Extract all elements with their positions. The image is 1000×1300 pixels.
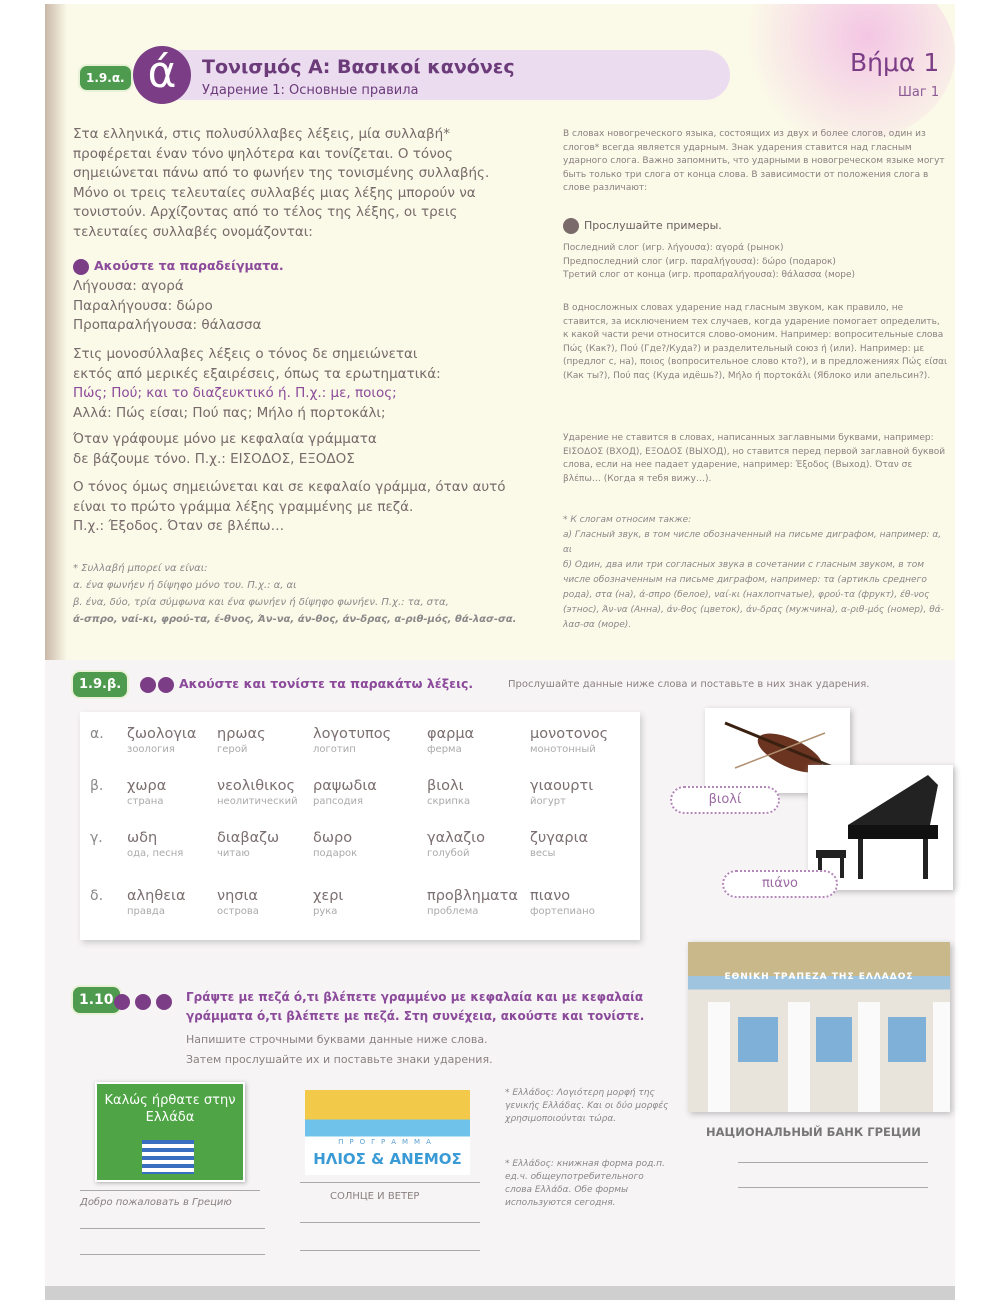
greek-word: γιαουρτι [530,778,594,794]
speaker-icon[interactable] [135,994,151,1010]
word-cell[interactable] [127,726,196,755]
word-cell[interactable] [313,830,357,859]
example-line: Последний слог (игр. λήγουσα): αγορά (рынок) [563,243,784,253]
greek-word: μονοτονος [530,726,609,742]
greek-word: χερι [313,888,344,904]
listen-label: Прослушайте примеры. [584,219,722,232]
footnote-line: ά-σπρο, ναί-κι, φρού-τα, έ-θνος, Άν-να, άν-θος, άν-δρας, α-ριθ-μός, θά-λασ-σα. [73,614,517,625]
word-cell[interactable] [127,888,186,917]
exercise-instruction-russian: Прослушайте данные ниже слова и поставьте в них знак ударения. [508,679,870,690]
footnote-line: * Συλλαβή μπορεί να είναι: [73,563,208,574]
footnote-greek [73,560,543,628]
logo-caption: СОЛНЦЕ И ВЕТЕР [330,1191,420,1202]
page-title: Τονισμός Α: Βασικοί κανόνες [202,56,515,78]
greek-word: ζυγαρια [530,830,589,846]
russian-translation: йогурт [530,796,566,807]
text-line: εκτός από μερικές εξαιρέσεις, όπως τα ερωτηματικά: [73,365,441,382]
footnote-line: б) Один, два или три согласных звука в сочетании с гласным звуком, в том числе обозначенным на письме диграфом, например: τα (артикль среднего рода), στα (на), ά-σπρο (белое), ναί-κι (нахлопчатые), φρού-τα (фрукт), έθ-νος (этнос), Άν-να (Анна), άν-θος (цветок), άν-δρας (мужчина), α-ριθ-μός (номер), θά-λασ-σα (море). [563,560,944,630]
speaker-icon[interactable] [140,677,156,693]
listen-label: Ακούστε τα παραδείγματα. [94,258,284,273]
speaker-icon[interactable] [73,259,89,275]
accent-icon [158,677,174,693]
word-cell[interactable] [427,726,474,755]
listen-heading [73,258,284,275]
greek-word: πιανο [530,888,571,904]
word-cell[interactable] [427,888,518,917]
exercise-instruction: Γράψτε με πεζά ό,τι βλέπετε γραμμένο με κεφαλαία και με κεφαλαία γράμματα ό,τι βλέπετε με πεζά. Στη συνέχεια, ακούστε και τονίστε. [186,990,645,1023]
russian-translation: монотонный [530,744,596,755]
row-letter: γ. [90,830,103,846]
russian-translation: неолитический [217,796,298,807]
answer-line[interactable] [738,1162,928,1163]
russian-translation: зоология [127,744,175,755]
monosyllable-text [73,345,441,423]
logo-top-text: ΠΡΟΓΡΑΜΜΑ [338,1138,437,1146]
greek-word: ωδη [127,830,158,846]
sign-caption: Добро пожаловать в Грецию [80,1197,232,1208]
page-edge [45,1286,955,1300]
text-line: Στις μονοσύλλαβες λέξεις ο τόνος δε σημειώνεται [73,346,418,362]
russian-translation: рука [313,906,338,917]
answer-line[interactable] [300,1250,480,1251]
exercise-instruction [140,676,473,693]
word-cell[interactable] [530,778,593,807]
note-greek: * Ελλάδος: Λογιότερη μορφή της γενικής Ελλάδας. Και οι δύο μορφές χρησιμοποιούνται τώρα. [505,1088,669,1124]
note-russian: * Ελλάδος: книжная форма род.п. ед.ч. общеупотребительного слова Ελλάδα. Обе формы используются сегодня. [505,1159,665,1208]
examples-russian [563,242,855,283]
footnote-russian [563,513,948,633]
greek-word: νεολιθικος [217,778,296,794]
russian-translation: фортепиано [530,906,595,917]
russian-translation: рапсодия [313,796,364,807]
step-subtitle: Шаг 1 [898,85,940,100]
violin-label: βιολί [670,786,780,814]
answer-line[interactable] [300,1222,480,1223]
row-letter: δ. [90,888,104,904]
sign-text: Καλώς ήρθατε στην Ελλάδα [104,1093,236,1125]
welcome-sign-image [95,1082,245,1182]
text-line: είναι το πρώτο γράμμα λέξης γραμμένης με πεζά. [73,498,414,515]
accent-icon [156,994,172,1010]
instruction-text: Ακούστε και τονίστε τα παρακάτω λέξεις. [179,676,474,691]
word-cell[interactable] [427,778,470,807]
example-line: Λήγουσα: αγορά [73,278,184,294]
greek-word: αληθεια [127,888,186,904]
answer-line[interactable] [80,1228,265,1229]
instruction-line: Напишите строчными буквами данные ниже слова. [186,1033,488,1046]
russian-translation: подарок [313,848,358,859]
russian-translation: весы [530,848,556,859]
alpha-icon: ά [133,46,191,104]
text-line: Αλλά: Πώς είσαι; Πού πας; Μήλο ή πορτοκάλι; [73,404,386,421]
russian-translation: острова [217,906,259,917]
footnote-line: * К слогам относим также: [563,515,692,525]
exercise-badge: 1.9.β. [73,672,127,697]
listen-heading-russian [563,218,722,234]
greek-word: γαλαζιο [427,830,485,846]
exercise-icons [114,991,177,1010]
exercise-badge: 1.9.α. [80,66,131,90]
word-cell[interactable] [427,830,485,859]
russian-translation: логотип [313,744,356,755]
greek-flag-icon [142,1140,194,1174]
text-line: δε βάζουμε τόνο. Π.χ.: ΕΙΣΟΔΟΣ, ΕΞΟΔΟΣ [73,450,355,467]
greek-word: λογοτυπος [313,726,392,742]
bank-sign-text: ΕΘΝΙΚΗ ΤΡΑΠΕΖΑ ΤΗΣ ΕΛΛΑΔΟΣ [724,972,914,982]
greek-word: χωρα [127,778,167,794]
footnote-line: α. ένα φωνήεν ή δίψηφο μόνο του. Π.χ.: α, αι [73,580,297,591]
text-line: Πώς; Πού; και το διαζευκτικό ή. Π.χ.: με, ποιος; [73,385,397,401]
exercise-instruction-russian [186,1030,493,1070]
word-cell[interactable] [217,830,279,859]
footnote-line: β. ένα, δύο, τρία σύμφωνα και ένα φωνήεν ή δίψηφο φωνήεν. Π.χ.: τα, στα, [73,597,449,608]
russian-translation: скрипка [427,796,471,807]
piano-label: πιάνο [722,870,838,898]
logo-text: ΗΛΙΟΣ & ΑΝΕΜΟΣ [313,1150,462,1168]
russian-translation: страна [127,796,164,807]
example-line: Предпоследний слог (игр. παραλήγουσα): δώρο (подарок) [563,256,836,267]
text-line: Ο τόνος όμως σημειώνεται και σε κεφαλαίο γράμμα, όταν αυτό [73,479,506,495]
word-cell[interactable] [530,726,608,755]
word-cell[interactable] [313,778,377,807]
monosyllable-text-russian: В односложных словах ударение над гласным звуком, как правило, не ставится, за исключением тех случаев, когда ударение помогает определить, к какой части речи относится слово-омоним. Например: вопросительные слова Πώς (Как?), Πού (Где?/Куда?) и разделительный союз ή (или). Например: με (предлог с, на), ποιος (вопросительное слово кто?), и в предложениях Πώς είσαι (Как ты?), Πού πας (Куда идёшь?), Μήλο ή πορτοκάλι (Яблоко или апельсин?). [563,303,948,381]
sun-wind-logo [305,1090,470,1175]
footnote-line: а) Гласный звук, в том числе обозначенный на письме диграфом, например: α, αι [563,530,942,555]
word-cell[interactable] [530,830,588,859]
word-cell[interactable] [313,726,391,755]
exercise-badge: 1.10 [73,987,120,1013]
example-line: Παραλήγουσα: δώρο [73,297,213,314]
text-line: Π.χ.: Έξοδος. Όταν σε βλέπω… [73,518,285,534]
word-cell[interactable] [530,888,595,917]
greek-word: φαρμα [427,726,475,742]
russian-translation: проблема [427,906,479,917]
greek-word: ζωολογια [127,726,197,742]
capitals-text-russian: Ударение не ставится в словах, написанных заглавными буквами, например: ΕΙΣΟΔΟΣ (ВХОД), ΕΞΟΔΟΣ (ВЫХОД), но ставится перед первой заглавной буквой слова, если на нее падает ударение, например: Έξοδος (Выход). Όταν σε βλέπω… (Когда я тебя вижу…). [563,433,946,484]
intro-text-russian: В словах новогреческого языка, состоящих из двух и более слогов, один из слогов* всегда является ударным. Знак ударения ставится над гласным ударного слога. Важно запомнить, что ударными в новогреческом языке могут быть только три слога от конца слова. В зависимости от положения слога в слове различают: [563,129,945,193]
greek-word: ηρωας [217,726,266,742]
word-cell[interactable] [313,888,343,917]
greek-word: δωρο [313,830,353,846]
greek-word: διαβαζω [217,830,280,846]
speaker-icon[interactable] [563,218,579,234]
divider [80,1190,260,1191]
word-cell[interactable] [127,830,183,859]
greek-word: προβληματα [427,888,518,904]
russian-translation: ода, песня [127,848,184,859]
intro-text-greek: Στα ελληνικά, στις πολυσύλλαβες λέξεις, μία συλλαβή* προφέρεται έναν τόνο ψηλότερα και τονίζεται. Ο τόνος σημειώνεται πάνω από το φωνήεν της τονισμένης συλλαβής. Μόνο οι τρεις τελευταίες συλλαβές μιας λέξης μπορούν να τονιστούν. Αρχίζοντας από το τέλος της λέξης, οι τρεις τελευταίες συλλαβές ονομάζονται: [73,126,490,240]
russian-translation: ферма [427,744,462,755]
text-line: Όταν γράφουμε μόνο με κεφαλαία γράμματα [73,431,377,447]
page-subtitle: Ударение 1: Основные правила [202,83,419,98]
answer-line[interactable] [80,1254,265,1255]
divider [300,1182,480,1183]
word-cell[interactable] [217,726,266,755]
examples-greek [73,277,261,336]
russian-translation: герой [217,744,248,755]
first-letter-text [73,478,506,537]
word-cell[interactable] [217,888,259,917]
russian-translation: правда [127,906,165,917]
word-table [80,712,640,940]
row-letter: β. [90,778,104,794]
word-cell[interactable] [217,778,298,807]
russian-translation: читаю [217,848,250,859]
bank-columns-image [688,992,950,1112]
example-line: Третий слог от конца (игр. προπαραλήγουσα): θάλασσα (море) [563,270,856,280]
word-cell[interactable] [127,778,166,807]
russian-translation: голубой [427,848,470,859]
greek-word: ραψωδια [313,778,377,794]
greek-word: βιολι [427,778,464,794]
step-title: Βήμα 1 [850,48,940,77]
capitals-text [73,430,377,469]
answer-line[interactable] [738,1187,928,1188]
row-letter: α. [90,726,104,742]
bank-photo [688,942,950,1112]
pencil-icon [114,994,130,1010]
bank-caption: НАЦИОНАЛЬНЫЙ БАНК ГРЕЦИИ [706,1125,921,1139]
instruction-line: Затем прослушайте их и поставьте знаки ударения. [186,1053,493,1066]
greek-word: νησια [217,888,258,904]
example-line: Προπαραλήγουσα: θάλασσα [73,317,262,333]
